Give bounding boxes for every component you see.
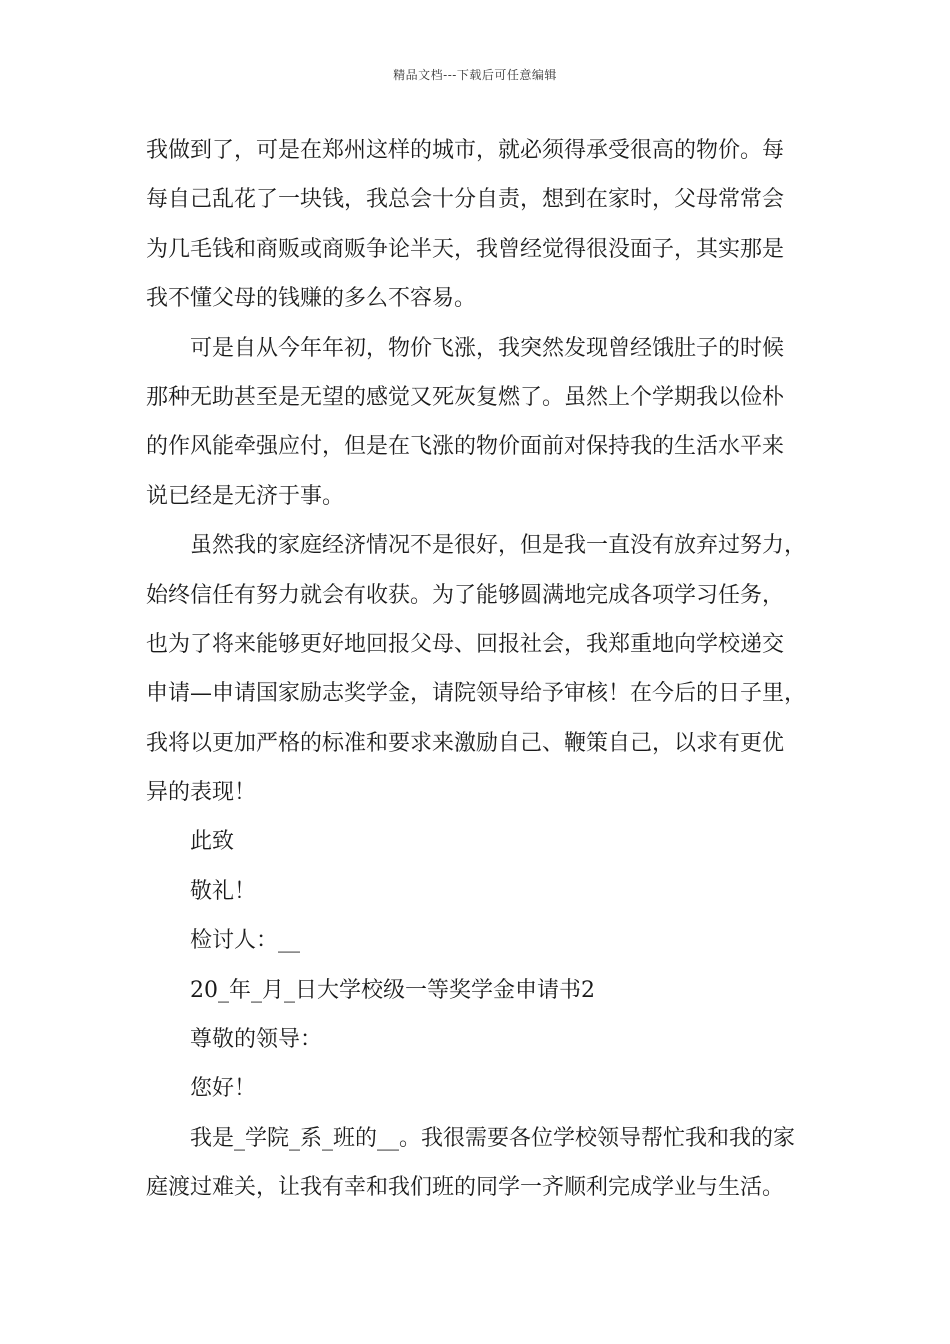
text-line: 异的表现！ (146, 780, 257, 806)
paragraph-start-line: 虽然我的家庭经济情况不是很好，但是我一直没有放弃过努力， (190, 533, 807, 559)
text-line: 我将以更加严格的标准和要求来激励自己、鞭策自己，以求有更优 (146, 730, 785, 756)
text-line: 说已经是无济于事。 (146, 483, 345, 509)
signature-line: 检讨人：__ (190, 928, 301, 954)
document-body (146, 126, 836, 1213)
text-line: 每自己乱花了一块钱，我总会十分自责，想到在家时，父母常常会 (146, 187, 785, 213)
closing-regards: 敬礼！ (190, 878, 257, 904)
text-line: 为几毛钱和商贩或商贩争论半天，我曾经觉得很没面子，其实那是 (146, 236, 785, 262)
letter-hello: 您好！ (190, 1076, 257, 1102)
page-header-note: 精品文档---下载后可任意编辑 (393, 68, 557, 82)
text-line: 庭渡过难关，让我有幸和我们班的同学一齐顺利完成学业与生活。 (146, 1175, 785, 1201)
paragraph-start-line: 可是自从今年年初，物价飞涨，我突然发现曾经饿肚子的时候 (190, 335, 785, 361)
text-line: 那种无助甚至是无望的感觉又死灰复燃了。虽然上个学期我以俭朴 (146, 384, 785, 410)
text-line: 也为了将来能够更好地回报父母、回报社会，我郑重地向学校递交 (146, 631, 785, 657)
text-line: 的作风能牵强应付，但是在飞涨的物价面前对保持我的生活水平来 (146, 434, 785, 460)
text-line: 申请—申请国家励志奖学金，请院领导给予审核！在今后的日子里， (146, 681, 807, 707)
text-line: 始终信任有努力就会有收获。为了能够圆满地完成各项学习任务， (146, 582, 785, 608)
text-line: 我不懂父母的钱赚的多么不容易。 (146, 286, 477, 312)
section-title: 20_年_月_日大学校级一等奖学金申请书2 (190, 977, 595, 1003)
closing-salutation: 此致 (190, 829, 235, 855)
letter-greeting: 尊敬的领导： (190, 1027, 323, 1053)
paragraph-start-line: 我是_学院_系_班的__。我很需要各位学校领导帮忙我和我的家 (190, 1125, 796, 1151)
text-line: 我做到了，可是在郑州这样的城市，就必须得承受很高的物价。每 (146, 138, 785, 163)
